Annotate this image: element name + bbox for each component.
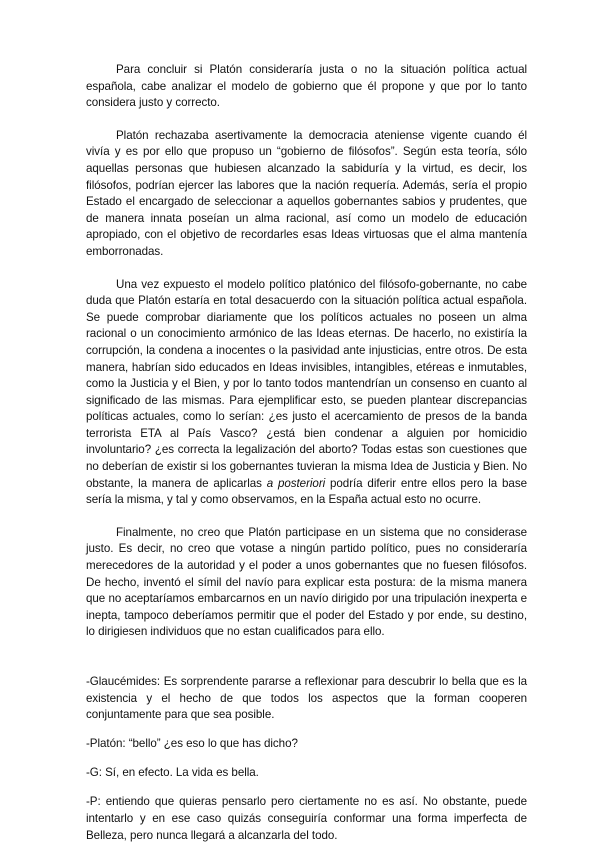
section-spacer xyxy=(86,641,527,674)
essay-paragraph-3-text-after: podría diferir entre ellos pero la base sería la misma, y tal y como observamos, en la España actual esto no ocurre. xyxy=(86,476,527,507)
dialogue-spacer xyxy=(86,782,527,795)
paragraph-spacer xyxy=(86,261,527,277)
essay-paragraph-4: Finalmente, no creo que Platón participase en un sistema que no considerase justo. Es decir, no creo que votase a ningún partido político, pues no consideraría merecedores de la autoridad y el poder a unos gobernantes que no fuesen filósofos. De hecho, inventó el símil del navío para explicar esta postura: de la misma manera que no aceptaríamos embarcarnos en un navío dirigido por una tripulación inexperta e inepta, tampoco deberíamos permitir que el poder del Estado y por ende, su destino, lo dirigiesen individuos que no estan cualificados para ello. xyxy=(86,525,527,639)
paragraph-spacer xyxy=(86,112,527,128)
dialogue-line-g: -G: Sí, en efecto. La vida es bella. xyxy=(86,766,259,780)
dialogue-line-p: -P: entiendo que quieras pensarlo pero ciertamente no es así. No obstante, puede intentarlo y en ese caso quizás conseguiría conformar una forma imperfecta de Belleza, pero nunca llegará a alcanzarla del todo. xyxy=(86,795,527,842)
document-page xyxy=(86,62,527,844)
essay-paragraph-3 xyxy=(86,277,527,509)
paragraph-spacer xyxy=(86,509,527,525)
essay-paragraph-1: Para concluir si Platón consideraría justa o no la situación política actual española, cabe analizar el modelo de gobierno que él propone y que por lo tanto considera justo y correcto. xyxy=(86,63,527,110)
dialogue-spacer xyxy=(86,724,527,737)
dialogue-line-glaucemides: -Glaucémides: Es sorprendente pararse a reflexionar para descubrir lo bella que es la existencia y el hecho de que todos los aspectos que la forman cooperen conjuntamente para que sea posible. xyxy=(86,675,527,722)
dialogue-spacer xyxy=(86,753,527,766)
essay-paragraph-2: Platón rechazaba asertivamente la democracia ateniense vigente cuando él vivía y es por ello que propuso un “gobierno de filósofos”. Según esta teoría, sólo aquellas personas que hubiesen alcanzado la sabiduría y la virtud, es decir, los filósofos, podrían ejercer las labores que la nación requería. Además, sería el propio Estado el encargado de seleccionar a aquellos gobernantes sabios y prudentes, que de manera innata poseían un alma racional, así como un modelo de educación apropiado, con el objetivo de recordarles esas Ideas virtuosas que el alma mantenía emborronadas. xyxy=(86,128,527,258)
dialogue-line-platon: -Platón: “bello” ¿es eso lo que has dicho? xyxy=(86,737,298,751)
italic-phrase: a posteriori xyxy=(266,476,326,490)
essay-paragraph-3-text-before: Una vez expuesto el modelo político platónico del filósofo-gobernante, no cabe duda que Platón estaría en total desacuerdo con la situación política actual española. Se puede comprobar diariamente que los políticos actuales no poseen un alma racional o un conocimiento armónico de las Ideas eternas. De hacerlo, no existiría la corrupción, la condena a inocentes o la pasividad ante injusticias, entre otros. De esta manera, habrían sido educados en Ideas invisibles, intangibles, etéreas e inmutables, como la Justicia y el Bien, y por lo tanto todos mantendrían un consenso en cuanto al significado de las mismas. Para ejemplificar esto, se pueden plantear discrepancias políticas actuales, como lo serían: ¿es justo el acercamiento de presos de la banda terrorista ETA al País Vasco? ¿está bien condenar a alguien por homicidio involuntario? ¿es correcta la legalización del aborto? Todas estas son cuestiones que no deberían de existir si los gobernantes tuvieran la misma Idea de Justicia y Bien. No obstante, la manera de aplicarlas xyxy=(86,277,527,490)
